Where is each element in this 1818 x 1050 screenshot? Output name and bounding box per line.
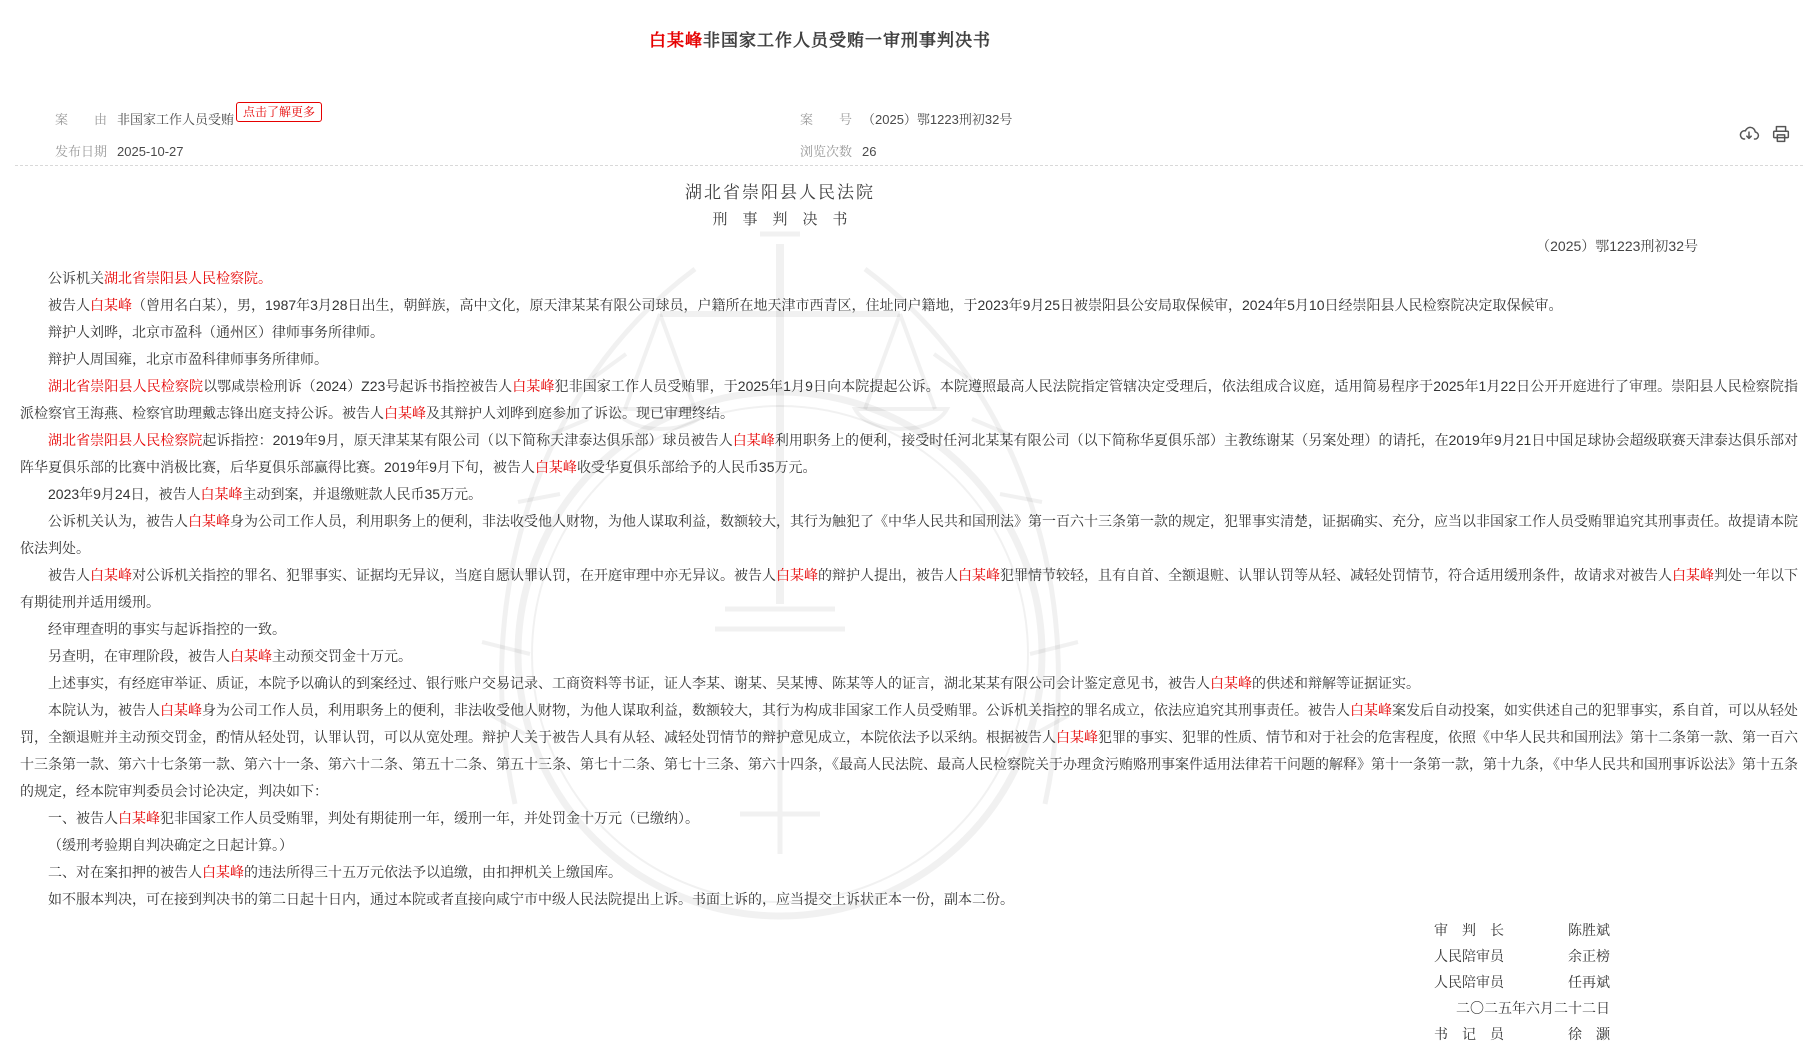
judgment-paragraph [20, 346, 1798, 373]
judgment-paragraph [20, 319, 1798, 346]
red-highlight: 白某峰 [90, 567, 132, 583]
judgment-paragraph [20, 562, 1798, 616]
paragraph-text: 的违法所得三十五万元依法予以追缴，由扣押机关上缴国库。 [244, 864, 622, 880]
red-highlight: 白某峰 [90, 297, 132, 313]
judgment-paragraph [20, 643, 1798, 670]
paragraph-text: 主动预交罚金十万元。 [272, 648, 412, 664]
paragraph-text: 公诉机关 [48, 270, 104, 286]
judgment-paragraph [20, 373, 1798, 427]
judgment-paragraph [20, 670, 1798, 697]
case-number-row [800, 109, 1012, 128]
paragraph-text: 犯罪的事实、犯罪的性质、情节和对于社会的危害程度，依照《中华人民共和国刑法》第十二条第一款、第一百六十三条第一款、第六十七条第一款、第六十一条、第六十二条、第五十二条、第五十三条、第七十二条、第七十三条、第六十四条，《最高人民法院、最高人民检察院关于办理贪污贿赂刑事案件适用法律若干问题的解释》第十一条第一款，第十九条，《中华人民共和国刑事诉讼法》第十五条的规定，经本院审判委员会讨论决定，判决如下： [20, 729, 1798, 799]
red-highlight: 白某峰 [384, 405, 426, 421]
judgment-paragraph [20, 481, 1798, 508]
cause-row [55, 105, 322, 130]
signature-name: 陈胜斌 [1568, 922, 1610, 938]
paragraph-text: 被告人 [48, 297, 90, 313]
paragraph-text: 被告人 [48, 567, 90, 583]
red-highlight: 湖北省崇阳县人民检察院。 [104, 270, 272, 286]
case-number-label: 案 号 [800, 112, 853, 127]
red-highlight: 白某峰 [1210, 675, 1252, 691]
red-highlight: 白某峰 [202, 864, 244, 880]
red-highlight: 白某峰 [160, 702, 202, 718]
red-highlight: 白某峰 [1350, 702, 1392, 718]
judgment-paragraph [20, 265, 1798, 292]
paragraph-text: 辩护人刘晔，北京市盈科（通州区）律师事务所律师。 [48, 324, 384, 340]
signature-line [1434, 969, 1610, 995]
paragraph-text: 对公诉机关指控的罪名、犯罪事实、证据均无异议，当庭自愿认罪认罚，在开庭审理中亦无异议。被告人 [132, 567, 776, 583]
view-count-value: 26 [862, 144, 877, 159]
paragraph-text: 身为公司工作人员，利用职务上的便利，非法收受他人财物，为他人谋取利益，数额较大，其行为触犯了《中华人民共和国刑法》第一百六十三条第一款的规定，犯罪事实清楚，证据确实、充分，应当以非国家工作人员受贿罪追究其刑事责任。故提请本院依法判处。 [20, 513, 1798, 556]
paragraph-text: 公诉机关认为，被告人 [48, 513, 188, 529]
toolbar-icons [1738, 123, 1792, 145]
paragraph-text: 利用职务上的便利，接受时任河北某某有限公司（以下简称华夏俱乐部）主教练谢某（另案处理）的请托，在2019年9月21日中国足球协会超级联赛天津泰达俱乐部对阵华夏俱乐部的比赛中消极比赛，后华夏俱乐部赢得比赛。2019年9月下旬，被告人 [20, 432, 1799, 475]
publish-date-label: 发布日期 [55, 144, 108, 159]
red-highlight: 白某峰 [534, 459, 577, 475]
judgment-document [0, 166, 1818, 1047]
paragraph-text: 犯非国家工作人员受贿罪，判处有期徒刑一年，缓刑一年，并处罚金十万元（已缴纳）。 [160, 810, 699, 826]
paragraph-text: 犯非国家工作人员受贿罪，于2025年1月9日向本院提起公诉。本院遵照最高人民法院指定管辖决定受理后，依法组成合议庭，适用简易程序于2025年1月22日公开开庭进行了审理。崇阳县人民检察院指派检察官王海燕、检察官助理戴志锋出庭支持公诉。被告人 [20, 378, 1799, 421]
paragraph-text: 判处一年以下有期徒刑并适用缓刑。 [20, 567, 1798, 610]
red-highlight: 白某峰 [188, 513, 230, 529]
red-highlight: 白某峰 [958, 567, 1000, 583]
red-highlight: 白某峰 [200, 486, 243, 502]
paragraph-text: 案发后自动投案，如实供述自己的犯罪事实，系自首，可以从轻处罚，全额退赃并主动预交罚金，酌情从轻处罚，认罪认罚，可以从宽处理。辩护人关于被告人具有从轻、减轻处罚情节的辩护意见成立，本院依法予以采纳。根据被告人 [20, 702, 1798, 745]
paragraph-text: 二、对在案扣押的被告人 [48, 864, 202, 880]
paragraph-text: 的供述和辩解等证据证实。 [1252, 675, 1420, 691]
page-title [0, 0, 1640, 51]
paragraph-text: 辩护人周国雍，北京市盈科律师事务所律师。 [48, 351, 328, 367]
case-number-value: （2025）鄂1223刑初32号 [862, 112, 1013, 127]
paragraph-text: 2023年9月24日，被告人 [48, 486, 201, 502]
red-highlight: 白某峰 [776, 567, 818, 583]
red-highlight: 白某峰 [1056, 729, 1098, 745]
judgment-paragraph [20, 886, 1798, 913]
publish-date-row [55, 141, 184, 160]
clerk-name: 徐 灏 [1568, 1026, 1610, 1042]
paragraph-text: （缓刑考验期自判决确定之日起计算。） [48, 837, 293, 853]
judgment-paragraph [20, 832, 1798, 859]
red-highlight: 白某峰 [1672, 567, 1714, 583]
court-name: 湖北省崇阳县人民法院 [685, 183, 875, 202]
paragraph-text: 以鄂咸崇检刑诉（2024）Z23号起诉书指控被告人 [203, 378, 513, 394]
signature-line [1434, 1021, 1610, 1047]
red-highlight: 白某峰 [118, 810, 160, 826]
paragraph-text: 身为公司工作人员，利用职务上的便利，非法收受他人财物，为他人谋取利益，数额较大，其行为构成非国家工作人员受贿罪。公诉机关指控的罪名成立，依法应追究其刑事责任。被告人 [202, 702, 1350, 718]
paragraph-text: 起诉指控：2019年9月，原天津某某有限公司（以下简称天津泰达俱乐部）球员被告人 [202, 432, 733, 448]
signature-block [1434, 917, 1610, 1047]
download-icon[interactable] [1738, 123, 1760, 145]
paragraph-text: 收受华夏俱乐部给予的人民币35万元。 [576, 459, 817, 475]
signature-line [1434, 943, 1610, 969]
judgment-body [20, 265, 1798, 913]
paragraph-text: 经审理查明的事实与起诉指控的一致。 [48, 621, 286, 637]
red-highlight: 湖北省崇阳县人民检察院 [48, 378, 204, 394]
signature-role: 人民陪审员 [1434, 974, 1504, 990]
red-highlight: 白某峰 [512, 378, 555, 394]
paragraph-text: （曾用名白某），男，1987年3月28日出生，朝鲜族，高中文化，原天津某某有限公司球员，户籍所在地天津市西青区，住址同户籍地，于2023年9月25日被崇阳县公安局取保候审，2024年5月10日经崇阳县人民检察院决定取保候审。 [132, 297, 1563, 313]
view-count-label: 浏览次数 [800, 144, 853, 159]
paragraph-text: 上述事实，有经庭审举证、质证，本院予以确认的到案经过、银行账户交易记录、工商资料等书证，证人李某、谢某、吴某博、陈某等人的证言，湖北某某有限公司会计鉴定意见书，被告人 [48, 675, 1210, 691]
document-type: 刑 事 判 决 书 [712, 211, 848, 228]
paragraph-text: 另查明，在审理阶段，被告人 [48, 648, 230, 664]
document-case-number: （2025）鄂1223刑初32号 [1536, 238, 1698, 254]
signature-name: 任再斌 [1568, 974, 1610, 990]
signature-line [1434, 917, 1610, 943]
judgment-paragraph [20, 616, 1798, 643]
red-highlight: 白某峰 [732, 432, 775, 448]
signature-role: 审 判 长 [1434, 922, 1504, 938]
judgment-paragraph [20, 427, 1798, 481]
title-rest: 非国家工作人员受贿一审刑事判决书 [703, 31, 991, 50]
view-count-row [800, 141, 876, 160]
paragraph-text: 及其辩护人刘晔到庭参加了诉讼。现已审理终结。 [426, 405, 734, 421]
judgment-paragraph [20, 508, 1798, 562]
cause-value: 非国家工作人员受贿 [117, 112, 235, 127]
print-icon[interactable] [1770, 123, 1792, 145]
judgment-paragraph [20, 292, 1798, 319]
judgment-date: 二〇二五年六月二十二日 [1456, 1000, 1610, 1016]
red-highlight: 湖北省崇阳县人民检察院 [48, 432, 203, 448]
red-highlight: 白某峰 [230, 648, 272, 664]
paragraph-text: 一、被告人 [48, 810, 118, 826]
learn-more-button[interactable]: 点击了解更多 [236, 102, 322, 122]
paragraph-text: 主动到案，并退缴赃款人民币35万元。 [242, 486, 483, 502]
paragraph-text: 本院认为，被告人 [48, 702, 160, 718]
judgment-paragraph [20, 859, 1798, 886]
signature-name: 余正榜 [1568, 948, 1610, 964]
paragraph-text: 犯罪情节较轻，且有自首、全额退赃、认罪认罚等从轻、减轻处罚情节，符合适用缓刑条件，故请求对被告人 [1000, 567, 1672, 583]
defendant-name-title: 白某峰 [649, 31, 703, 50]
judgment-paragraph [20, 805, 1798, 832]
paragraph-text: 如不服本判决，可在接到判决书的第二日起十日内，通过本院或者直接向咸宁市中级人民法院提出上诉。书面上诉的，应当提交上诉状正本一份，副本二份。 [48, 891, 1014, 907]
meta-bar [0, 107, 1818, 165]
paragraph-text: 的辩护人提出，被告人 [818, 567, 958, 583]
signature-role: 人民陪审员 [1434, 948, 1504, 964]
signature-role: 书 记 员 [1434, 1026, 1504, 1042]
judgment-paragraph [20, 697, 1798, 805]
cause-label: 案 由 [55, 112, 108, 127]
publish-date-value: 2025-10-27 [117, 144, 184, 159]
